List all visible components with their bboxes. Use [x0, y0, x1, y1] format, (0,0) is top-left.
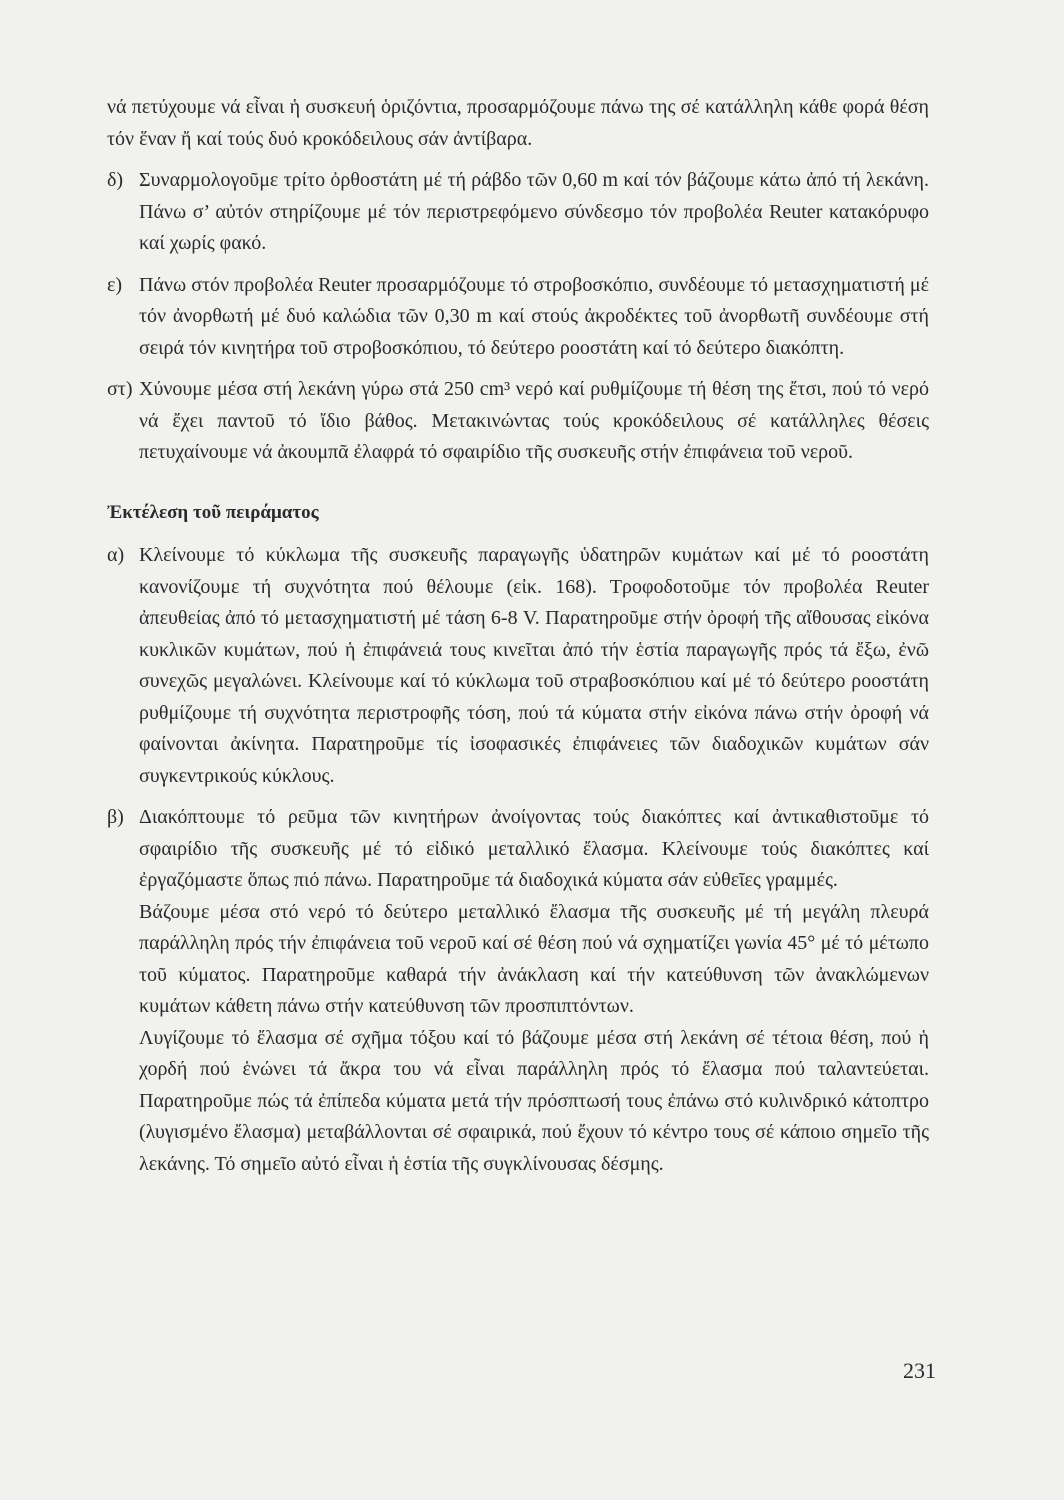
setup-steps-list — [107, 165, 929, 469]
execution-steps-list — [107, 540, 929, 1180]
section-heading: Ἐκτέλεση τοῦ πειράματος — [107, 501, 319, 523]
list-item-text: Συναρμολογοῦμε τρίτο ὀρθοστάτη μέ τή ράβδο τῶν 0,60 m καί τόν βάζουμε κάτω ἀπό τή λεκάνη. Πάνω σ’ αὐτόν στηρίζουμε μέ τόν περιστρεφόμενο σύνδεσμο τόν προβολέα Reuter κατακόρυφο καί χωρίς φακό. — [139, 169, 929, 254]
list-item-marker: α) — [107, 544, 125, 566]
list-item-text: Πάνω στόν προβολέα Reuter προσαρμόζουμε τό στροβοσκόπιο, συνδέουμε τό μετασχηματιστή μέ τόν ἀνορθωτή μέ δυό καλώδια τῶν 0,30 m καί στούς ἀκροδέκτες τοῦ ἀνορθωτῆ συνδέουμε στή σειρά τόν κινητήρα τοῦ στροβοσκόπιου, τό δεύτερο ροοστάτη καί τό δεύτερο διακόπτη. — [139, 273, 929, 359]
list-item — [107, 540, 929, 792]
page-number: 231 — [903, 1358, 936, 1383]
list-item — [107, 270, 929, 365]
list-item-paragraph: Διακόπτουμε τό ρεῦμα τῶν κινητήρων ἀνοίγοντας τούς διακόπτες καί ἀντικαθιστοῦμε τό σφαιρίδιο τῆς συσκευῆς μέ τό εἰδικό μεταλλικό ἔλασμα. Κλείνουμε τούς διακόπτες καί ἐργαζόμαστε ὅπως πιό πάνω. Παρατηροῦμε τά διαδοχικά κύματα σάν εὐθεῖες γραμμές. — [139, 806, 929, 891]
list-item — [107, 374, 929, 469]
list-item — [107, 165, 929, 260]
list-item — [107, 802, 929, 1180]
list-item-marker: στ) — [107, 378, 133, 400]
page-content — [107, 92, 929, 1190]
list-item-paragraph: Βάζουμε μέσα στό νερό τό δεύτερο μεταλλικό ἔλασμα τῆς συσκευῆς μέ τή μεγάλη πλευρά παράλληλη πρός τήν ἐπιφάνεια τοῦ νεροῦ καί σέ θέση πού νά σχηματίζει γωνία 45° μέ τό μέτωπο τοῦ κύματος. Παρατηροῦμε καθαρά τήν ἀνάκλαση καί τήν κατεύθυνση τῶν ἀνακλώμενων κυμάτων κάθετη πάνω στήν κατεύθυνση τῶν προσπιπτόντων. — [139, 900, 929, 1017]
list-item-marker: ε) — [107, 273, 123, 296]
list-item-paragraph: Κλείνουμε τό κύκλωμα τῆς συσκευῆς παραγωγῆς ὑδατηρῶν κυμάτων καί μέ τό ροοστάτη κανονίζουμε τή συχνότητα πού θέλουμε (εἰκ. 168). Τροφοδοτοῦμε τόν προβολέα Reuter ἀπευθείας ἀπό τό μετασχηματιστή μέ τάση 6-8 V. Παρατηροῦμε στήν ὀροφή τῆς αἴθουσας εἰκόνα κυκλικῶν κυμάτων, πού ἡ ἐπιφάνειά τους κινεῖται ἀπό τήν ἑστία παραγωγῆς πρός τά ἔξω, ἐνῶ συνεχῶς μεγαλώνει. Κλείνουμε καί τό κύκλωμα τοῦ στραβοσκόπιου καί μέ τό δεύτερο ροοστάτη ρυθμίζουμε τή συχνότητα περιστροφῆς τόση, πού τά κύματα στήν εἰκόνα πάνω στήν ὀροφή νά φαίνονται ἀκίνητα. Παρατηροῦμε τίς ἰσοφασικές ἐπιφάνειες τῶν διαδοχικῶν κυμάτων σάν συγκεντρικούς κύκλους. — [139, 544, 929, 787]
list-item-marker: β) — [107, 806, 124, 828]
list-item-marker: δ) — [107, 169, 124, 191]
list-item-text: Χύνουμε μέσα στή λεκάνη γύρω στά 250 cm³ νερό καί ρυθμίζουμε τή θέση της ἔτσι, πού τό νερό νά ἔχει παντοῦ τό ἴδιο βάθος. Μετακινώντας τούς κροκόδειλους σέ κατάλληλες θέσεις πετυχαίνουμε νά ἀκουμπᾶ ἐλαφρά τό σφαιρίδιο τῆς συσκευῆς στήν ἐπιφάνεια τοῦ νεροῦ. — [139, 378, 929, 463]
intro-paragraph: νά πετύχουμε νά εἶναι ἡ συσκευή ὁριζόντια, προσαρμόζουμε πάνω της σέ κατάλληλη κάθε φορά θέση τόν ἕναν ἤ καί τούς δυό κροκόδειλους σάν ἀντίβαρα. — [107, 96, 929, 150]
list-item-paragraph: Λυγίζουμε τό ἔλασμα σέ σχῆμα τόξου καί τό βάζουμε μέσα στή λεκάνη σέ τέτοια θέση, πού ἡ χορδή πού ἑνώνει τά ἄκρα του νά εἶναι παράλληλη πρός τό ἔλασμα πού ταλαντεύεται. Παρατηροῦμε πώς τά ἐπίπεδα κύματα μετά τήν πρόσπτωσή τους ἐπάνω στό κυλινδρικό κάτοπτρο (λυγισμένο ἔλασμα) μεταβάλλονται σέ σφαιρικά, πού ἔχουν τό κέντρο τους σέ κάποιο σημεῖο τῆς λεκάνης. Τό σημεῖο αὐτό εἶναι ἡ ἑστία τῆς συγκλίνουσας δέσμης. — [139, 1026, 929, 1175]
